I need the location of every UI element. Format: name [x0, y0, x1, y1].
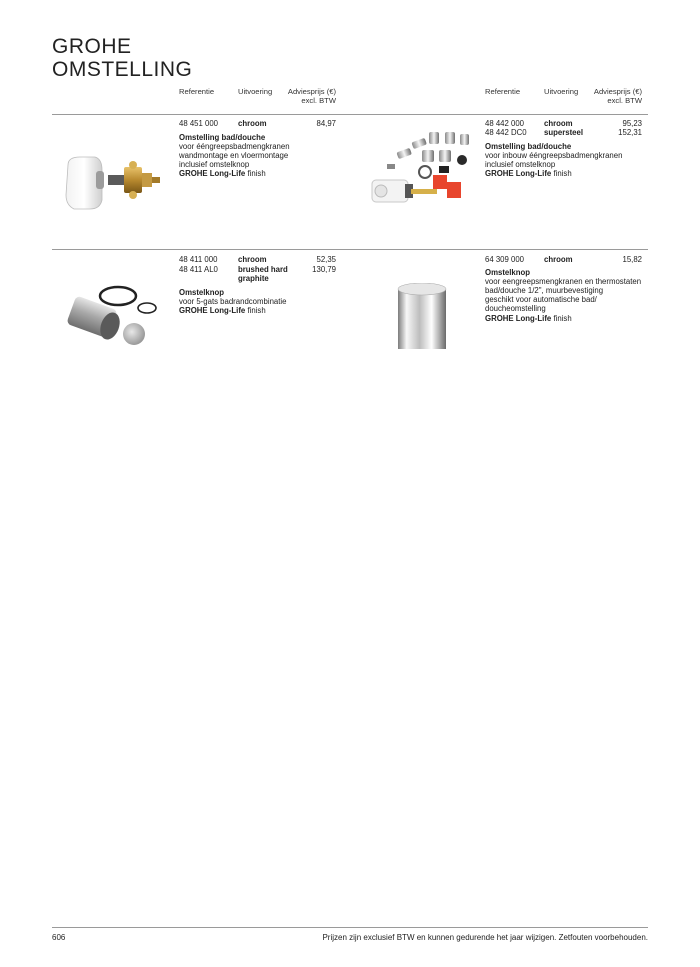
- col-header-uitvoering: Uitvoering: [238, 87, 273, 96]
- product-finish: brushed hard: [238, 265, 288, 274]
- product-desc: voor eengreepsmengkranen en thermostaten: [485, 277, 642, 286]
- product-name: Omstelknop: [179, 288, 225, 297]
- col-header-prijs: Adviesprijs (€) excl. BTW: [593, 87, 642, 105]
- product-desc: inclusief omstelknop: [485, 160, 556, 169]
- col-header-referentie: Referentie: [485, 87, 521, 96]
- product-name: Omstelknop: [485, 268, 531, 277]
- page-number: 606: [52, 933, 66, 942]
- product-desc: geschikt voor automatische bad/: [485, 295, 597, 304]
- product-image-omstelling-inbouw: [367, 120, 477, 225]
- product-longlife: GROHE Long-Life finish: [179, 306, 266, 315]
- col-header-uitvoering: Uitvoering: [544, 87, 579, 96]
- product-name: Omstelling bad/douche: [179, 133, 266, 142]
- product-image-omstelling-bad-douche: [60, 145, 180, 225]
- col-header-prijs: Adviesprijs (€) excl. BTW: [287, 87, 336, 105]
- product-longlife: GROHE Long-Life finish: [179, 169, 266, 178]
- product-finish: chroom: [238, 255, 267, 264]
- product-finish: chroom: [544, 255, 573, 264]
- product-longlife: GROHE Long-Life finish: [485, 169, 572, 178]
- divider: [52, 249, 648, 250]
- product-desc: bad/douche 1/2", muurbevestiging: [485, 286, 604, 295]
- product-image-omstelknop-5-gats: [62, 282, 172, 354]
- product-ref: 48 442 000: [485, 119, 525, 128]
- product-price: 52,35: [316, 255, 336, 264]
- product-desc: voor 5-gats badrandcombinatie: [179, 297, 287, 306]
- product-ref: 64 309 000: [485, 255, 525, 264]
- footer-divider: [52, 927, 648, 928]
- product-desc: voor ééngreepsbadmengkranen: [179, 142, 290, 151]
- product-price: 130,79: [312, 265, 336, 274]
- product-price: 152,31: [618, 128, 642, 137]
- footer-note: Prijzen zijn exclusief BTW en kunnen gedurende het jaar wijzigen. Zetfouten voorbehouden.: [322, 933, 648, 942]
- product-ref: 48 451 000: [179, 119, 219, 128]
- product-finish: chroom: [544, 119, 573, 128]
- product-price: 95,23: [622, 119, 642, 128]
- product-ref: 48 411 000: [179, 255, 218, 264]
- product-longlife: GROHE Long-Life finish: [485, 314, 572, 323]
- product-image-omstelknop-chroom: [394, 283, 450, 351]
- page-title: OMSTELLING: [52, 58, 193, 81]
- product-desc: doucheomstelling: [485, 304, 546, 313]
- product-ref: 48 411 AL0: [179, 265, 218, 274]
- col-header-referentie: Referentie: [179, 87, 215, 96]
- product-desc: inclusief omstelknop: [179, 160, 250, 169]
- product-desc: voor inbouw ééngreepsbadmengkranen: [485, 151, 623, 160]
- product-finish: chroom: [238, 119, 267, 128]
- product-price: 84,97: [316, 119, 336, 128]
- product-ref: 48 442 DC0: [485, 128, 527, 137]
- divider: [52, 114, 648, 115]
- product-price: 15,82: [622, 255, 642, 264]
- product-finish: graphite: [238, 274, 269, 283]
- product-desc: wandmontage en vloermontage: [179, 151, 289, 160]
- brand-title: GROHE: [52, 35, 132, 58]
- product-finish: supersteel: [544, 128, 584, 137]
- product-name: Omstelling bad/douche: [485, 142, 572, 151]
